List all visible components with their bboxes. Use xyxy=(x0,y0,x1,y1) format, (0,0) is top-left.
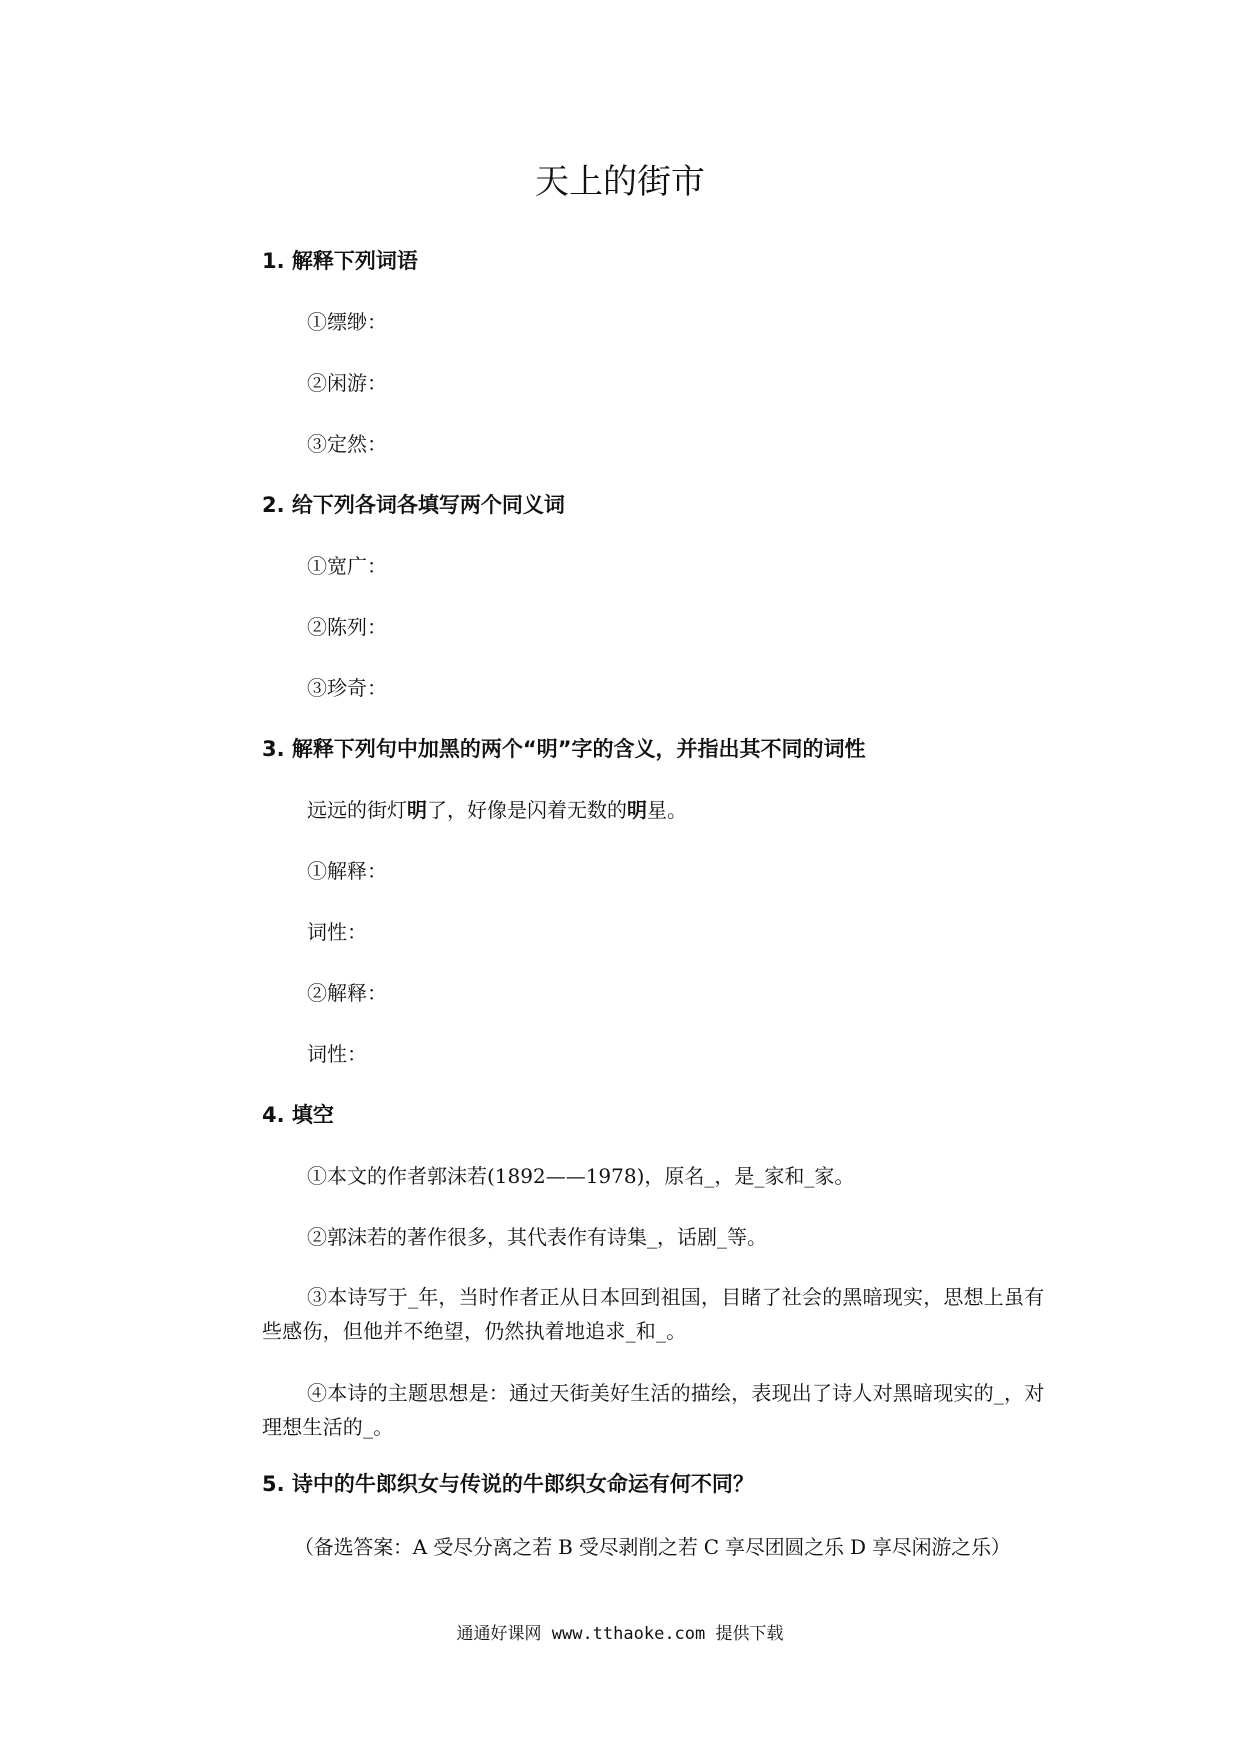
q3-sentence xyxy=(307,796,687,824)
q3-sentence-bold-1: 明 xyxy=(407,798,427,822)
q1-item-3: ③定然： xyxy=(307,432,387,456)
q4-item-4: ④本诗的主题思想是：通过天街美好生活的描绘，表现出了诗人对黑暗现实的_，对理想生活的_。 xyxy=(262,1381,1045,1439)
q5-options: （备选答案：A 受尽分离之若 B 受尽剥削之若 C 享尽团圆之乐 D 享尽闲游之乐） xyxy=(294,1535,1011,1559)
q3-sentence-part-1: 远远的街灯 xyxy=(307,798,407,822)
question-2-heading: 2. 给下列各词各填写两个同义词 xyxy=(262,493,565,517)
q2-item-2: ②陈列： xyxy=(307,615,387,639)
question-4-heading: 4. 填空 xyxy=(262,1103,334,1127)
question-5-heading: 5. 诗中的牛郎织女与传说的牛郎织女命运有何不同？ xyxy=(262,1472,754,1496)
q2-item-1: ①宽广： xyxy=(307,554,387,578)
q4-item-3: ③本诗写于_年，当时作者正从日本回到祖国，目睹了社会的黑暗现实，思想上虽有些感伤，但他并不绝望，仍然执着地追求_和_。 xyxy=(262,1285,1045,1343)
q3-pos-2: 词性： xyxy=(307,1042,367,1066)
q4-item-2: ②郭沫若的著作很多，其代表作有诗集_，话剧_等。 xyxy=(307,1225,767,1249)
q1-item-1: ①缥缈： xyxy=(307,310,387,334)
page-title: 天上的街市 xyxy=(535,162,705,202)
q3-explain-2: ②解释： xyxy=(307,981,387,1005)
question-3-heading: 3. 解释下列句中加黑的两个“明”字的含义，并指出其不同的词性 xyxy=(262,737,866,761)
q3-explain-1: ①解释： xyxy=(307,859,387,883)
q3-pos-1: 词性： xyxy=(307,920,367,944)
q4-item-1: ①本文的作者郭沫若(1892——1978)，原名_，是_家和_家。 xyxy=(307,1164,855,1188)
footer: 通通好课网 www.tthaoke.com 提供下载 xyxy=(456,1624,784,1644)
q1-item-2: ②闲游： xyxy=(307,371,387,395)
question-1-heading: 1. 解释下列词语 xyxy=(262,249,418,273)
q3-sentence-part-3: 星。 xyxy=(647,798,687,822)
q3-sentence-part-2: 了，好像是闪着无数的 xyxy=(427,798,627,822)
q3-sentence-bold-2: 明 xyxy=(627,798,647,822)
q2-item-3: ③珍奇： xyxy=(307,676,387,700)
